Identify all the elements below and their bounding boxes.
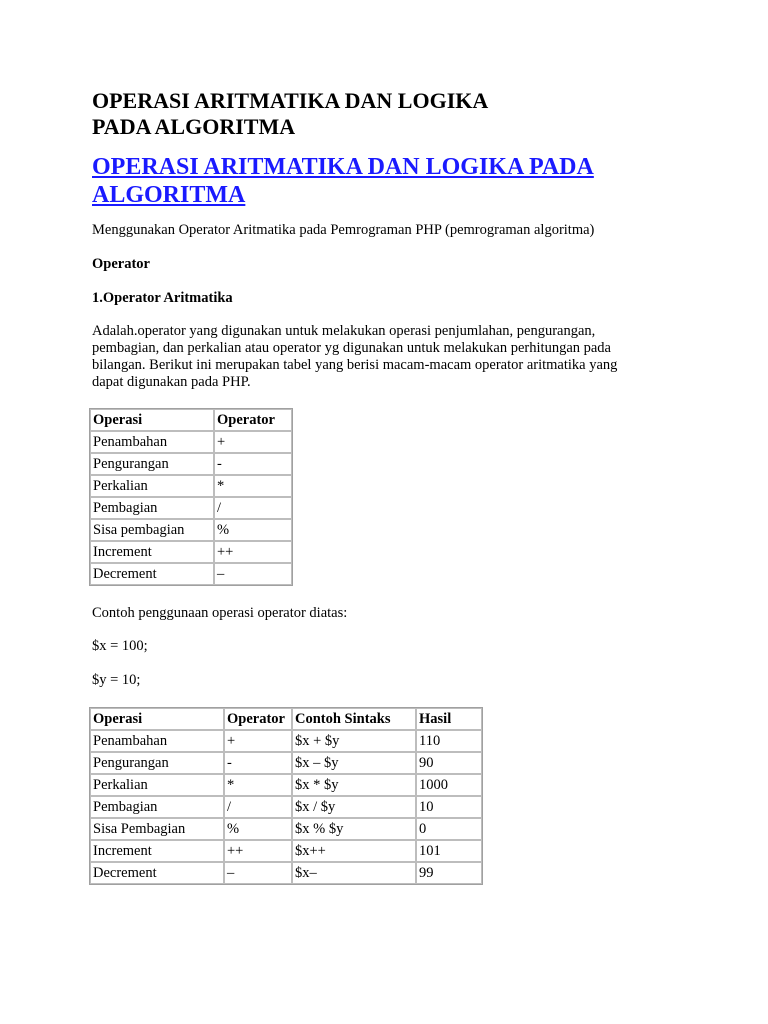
table-cell: Sisa pembagian [90,519,214,541]
article-title-link[interactable] [92,153,692,209]
table-row [90,730,482,752]
table-cell: – [214,563,292,585]
table-row [90,752,482,774]
table-cell: % [224,818,292,840]
table-cell: / [214,497,292,519]
table-cell: 90 [416,752,482,774]
table-row [90,774,482,796]
table-cell: $x % $y [292,818,416,840]
table-row [90,475,292,497]
table-cell: 1000 [416,774,482,796]
table-cell: ++ [214,541,292,563]
operator-heading: Operator [92,256,150,272]
table-cell: Sisa Pembagian [90,818,224,840]
table-cell: Perkalian [90,475,214,497]
document-title-line-1: OPERASI ARITMATIKA DAN LOGIKA [92,88,489,113]
table-cell: * [224,774,292,796]
table-cell: Pengurangan [90,453,214,475]
table-row [90,453,292,475]
table-cell: $x * $y [292,774,416,796]
table-row [90,519,292,541]
document-title [92,88,692,140]
table-row [90,541,292,563]
operator-table [89,408,293,586]
table-row [90,862,482,884]
description-paragraph [92,323,712,391]
table-cell: Pengurangan [90,752,224,774]
table-row [90,563,292,585]
table-cell: Decrement [90,563,214,585]
table-cell: 110 [416,730,482,752]
table-header-row [90,708,482,730]
table-cell: - [214,453,292,475]
table-cell: 0 [416,818,482,840]
table-cell: $x / $y [292,796,416,818]
table-cell: – [224,862,292,884]
paragraph-line: pembagian, dan perkalian atau operator yg digunakan untuk melakukan perhitungan pada [92,340,611,356]
table-row [90,818,482,840]
table-cell: $x– [292,862,416,884]
table-cell: Perkalian [90,774,224,796]
table-row [90,497,292,519]
article-title-link-line-2: ALGORITMA [92,182,246,208]
table-cell: 101 [416,840,482,862]
table-cell: $x – $y [292,752,416,774]
variable-x-text: $x = 100; [92,638,148,654]
document-title-line-2: PADA ALGORITMA [92,114,296,139]
table-cell: + [214,431,292,453]
intro-text: Menggunakan Operator Aritmatika pada Pemrograman PHP (pemrograman algoritma) [92,222,595,238]
table-row [90,796,482,818]
header-cell: Contoh Sintaks [292,708,416,730]
table-cell: ++ [224,840,292,862]
table-cell: 99 [416,862,482,884]
table-header-row [90,409,292,431]
table-cell: Pembagian [90,497,214,519]
table-cell: Pembagian [90,796,224,818]
table-cell: 10 [416,796,482,818]
paragraph-line: Adalah.operator yang digunakan untuk melakukan operasi penjumlahan, pengurangan, [92,323,596,339]
example-table [89,707,483,885]
paragraph-line: dapat digunakan pada PHP. [92,374,251,390]
table-cell: Decrement [90,862,224,884]
table-cell: Penambahan [90,730,224,752]
table-row [90,431,292,453]
table-cell: $x + $y [292,730,416,752]
header-cell: Hasil [416,708,482,730]
table-cell: Increment [90,840,224,862]
header-cell: Operasi [90,409,214,431]
table-cell: + [224,730,292,752]
table-cell: % [214,519,292,541]
variable-y-text: $y = 10; [92,672,141,688]
table-cell: Increment [90,541,214,563]
header-cell: Operator [214,409,292,431]
header-cell: Operator [224,708,292,730]
table-cell: * [214,475,292,497]
paragraph-line: bilangan. Berikut ini merupakan tabel yang berisi macam-macam operator aritmatika yang [92,357,618,373]
table-row [90,840,482,862]
table-cell: - [224,752,292,774]
article-title-link-line-1: OPERASI ARITMATIKA DAN LOGIKA PADA [92,154,594,180]
table-cell: Penambahan [90,431,214,453]
aritmatika-heading: 1.Operator Aritmatika [92,290,233,306]
table-cell: $x++ [292,840,416,862]
example-intro-text: Contoh penggunaan operasi operator diatas: [92,605,348,621]
header-cell: Operasi [90,708,224,730]
table-cell: / [224,796,292,818]
